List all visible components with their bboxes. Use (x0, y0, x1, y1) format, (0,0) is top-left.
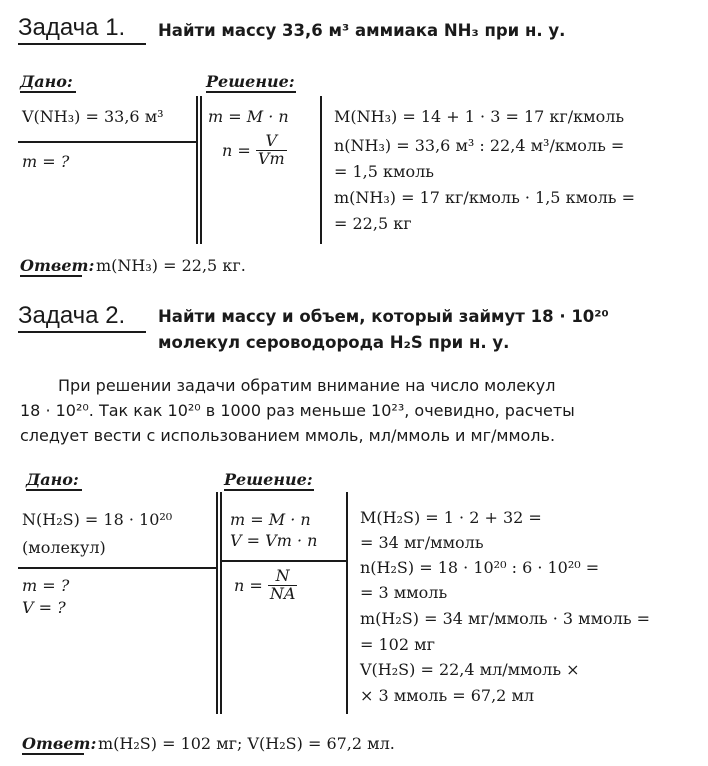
task2-paragraph-line-2: 18 · 10²⁰. Так как 10²⁰ в 1000 раз меньше 10²³, очевидно, расчеты (20, 401, 575, 420)
task1-solution-header: Решение: (206, 72, 295, 91)
task2-calc-line-7: V(H₂S) = 22,4 мл/ммоль × (360, 660, 580, 679)
task1-divider-1 (196, 96, 198, 244)
task2-divider-1b (220, 492, 222, 714)
task2-calc-line-3: n(H₂S) = 18 · 10²⁰ : 6 · 10²⁰ = (360, 558, 600, 577)
task1-answer-underline (20, 275, 82, 277)
task2-find-line-1: m = ? (22, 576, 70, 595)
task2-calc-line-8: × 3 ммоль = 67,2 мл (360, 686, 535, 705)
task1-given-underline (20, 91, 76, 93)
task2-calc-line-5: m(H₂S) = 34 мг/ммоль · 3 ммоль = (360, 609, 651, 628)
task2-fraction (268, 568, 298, 603)
task2-calc-line-1: M(H₂S) = 1 · 2 + 32 = (360, 508, 542, 527)
task2-calc-line-4: = 3 ммоль (360, 583, 448, 602)
task1-fraction-den: Vm (257, 148, 285, 168)
task2-paragraph-line-3: следует вести с использованием ммоль, мл/ммоль и мг/ммоль. (20, 426, 556, 445)
task2-solution-divider (220, 560, 346, 562)
task1-fraction (256, 133, 287, 168)
task1-label: Задача 1. (18, 14, 126, 41)
task1-divider-1b (200, 96, 202, 244)
task1-find-line: m = ? (22, 152, 70, 171)
task1-calc-line-3: = 1,5 кмоль (334, 162, 434, 181)
task2-solution-underline (224, 489, 314, 491)
task2-calc-line-6: = 102 мг (360, 635, 435, 654)
task2-fraction-num: N (268, 568, 298, 586)
task2-divider-1 (216, 492, 218, 714)
task2-title-line-1: Найти массу и объем, который займут 18 · 10²⁰ (158, 307, 609, 326)
task1-answer-label: Ответ: (20, 256, 95, 275)
task1-fraction-num: V (256, 133, 287, 151)
task2-answer-label: Ответ: (22, 734, 97, 753)
task2-given-underline (26, 489, 82, 491)
task1-calc-line-4: m(NH₃) = 17 кг/кмоль · 1,5 кмоль = (334, 188, 636, 207)
task1-given-divider (18, 141, 196, 143)
task2-given-header: Дано: (26, 470, 79, 489)
task1-solution-underline (206, 91, 296, 93)
task2-divider-2 (346, 492, 348, 714)
task1-label-underline (18, 43, 146, 45)
task1-divider-2 (320, 96, 322, 244)
task2-answer-text: m(H₂S) = 102 мг; V(H₂S) = 67,2 мл. (98, 734, 395, 753)
task2-given-divider (18, 567, 216, 569)
task2-solution-header: Решение: (224, 470, 313, 489)
task1-calc-line-5: = 22,5 кг (334, 214, 412, 233)
task2-answer-underline (22, 753, 84, 755)
task1-title: Найти массу 33,6 м³ аммиака NH₃ при н. у. (158, 21, 566, 40)
task2-formula-n (234, 568, 297, 603)
task1-given-header: Дано: (20, 72, 73, 91)
task2-label-underline (18, 331, 146, 333)
task2-title-line-2: молекул сероводорода H₂S при н. у. (158, 333, 510, 352)
task2-formula-volume: V = Vm · n (230, 531, 318, 550)
task1-formula-n-lhs: n = (222, 140, 251, 160)
task2-formula-n-lhs: n = (234, 575, 263, 595)
task2-given-line-1: N(H₂S) = 18 · 10²⁰ (22, 510, 173, 529)
task2-fraction-den: NA (269, 583, 296, 603)
task1-formula-n (222, 133, 287, 168)
task2-calc-line-2: = 34 мг/ммоль (360, 533, 484, 552)
task2-paragraph-line-1: При решении задачи обратим внимание на число молекул (58, 376, 556, 395)
task1-given-line: V(NH₃) = 33,6 м³ (22, 107, 164, 126)
task2-given-line-2: (молекул) (22, 538, 106, 557)
task2-formula-mass: m = M · n (230, 510, 311, 529)
task2-find-line-2: V = ? (22, 598, 66, 617)
task1-calc-line-1: M(NH₃) = 14 + 1 · 3 = 17 кг/кмоль (334, 107, 625, 126)
task1-answer-text: m(NH₃) = 22,5 кг. (96, 256, 246, 275)
task1-formula-mass: m = M · n (208, 107, 289, 126)
task2-label: Задача 2. (18, 302, 126, 329)
task1-calc-line-2: n(NH₃) = 33,6 м³ : 22,4 м³/кмоль = (334, 136, 625, 155)
